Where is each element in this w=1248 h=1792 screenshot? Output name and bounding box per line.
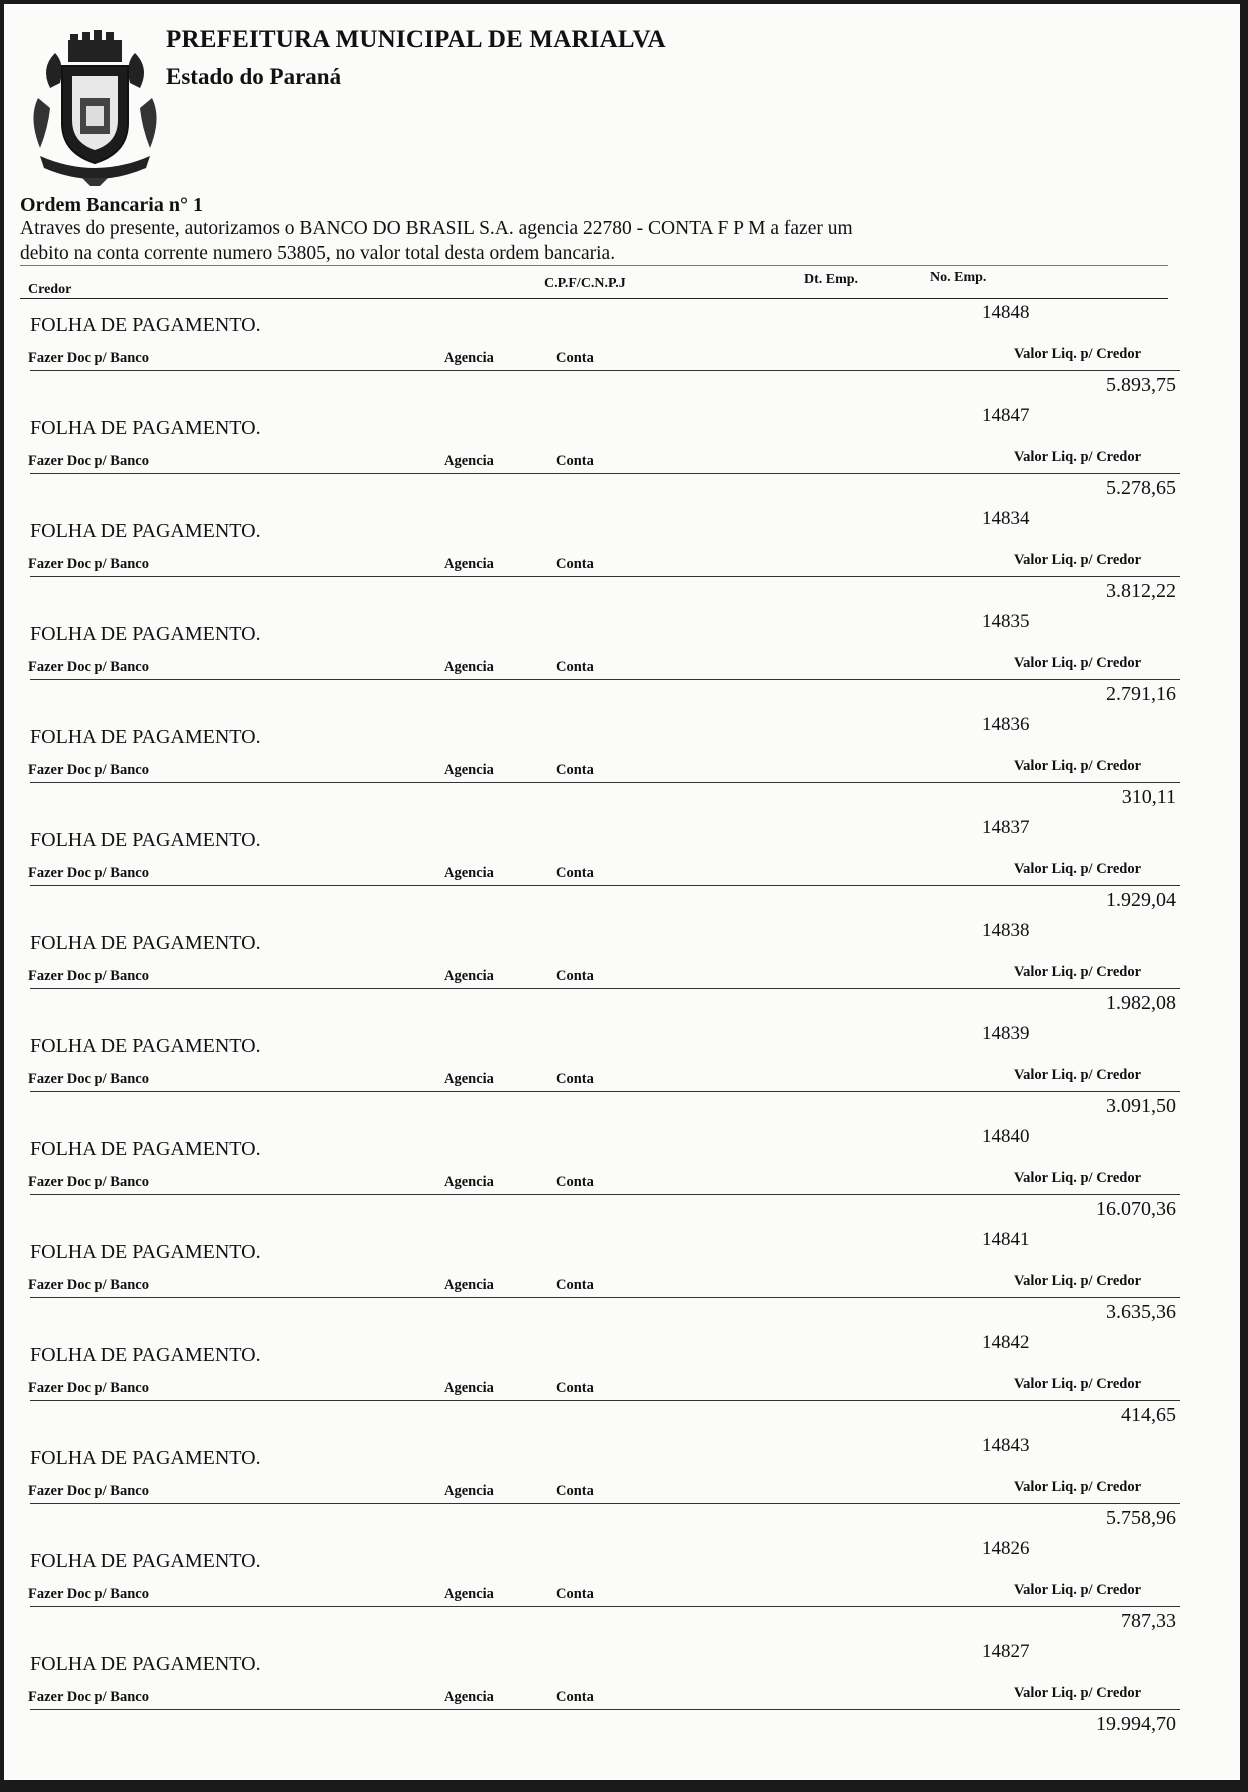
entry-emp-number: 14838 xyxy=(982,920,1030,941)
entry-valor: 787,33 xyxy=(1121,1610,1176,1632)
authorization-text xyxy=(20,216,1020,266)
entry-valor: 2.791,16 xyxy=(1106,683,1176,705)
entry-divider xyxy=(30,1194,1180,1195)
entry-label-valor: Valor Liq. p/ Credor xyxy=(1014,346,1142,362)
entry-label-conta: Conta xyxy=(556,1689,594,1705)
entry-divider xyxy=(30,576,1180,577)
entry-label-valor: Valor Liq. p/ Credor xyxy=(1014,1273,1142,1289)
entry-row xyxy=(20,508,1180,611)
column-header-cpf: C.P.F/C.N.P.J xyxy=(544,276,626,291)
entry-emp-number: 14836 xyxy=(982,714,1030,735)
entry-valor: 3.635,36 xyxy=(1106,1301,1176,1323)
entry-label-fazer-doc: Fazer Doc p/ Banco xyxy=(28,1071,149,1087)
entry-row xyxy=(20,405,1180,508)
entry-divider xyxy=(30,473,1180,474)
order-title: Ordem Bancaria n° 1 xyxy=(20,194,203,216)
entry-label-agencia: Agencia xyxy=(444,968,494,984)
entry-emp-number: 14842 xyxy=(982,1332,1030,1353)
municipality-title: PREFEITURA MUNICIPAL DE MARIALVA xyxy=(166,26,666,53)
entry-label-valor: Valor Liq. p/ Credor xyxy=(1014,552,1142,568)
entry-row xyxy=(20,1538,1180,1641)
state-subtitle: Estado do Paraná xyxy=(166,64,342,89)
entry-label-agencia: Agencia xyxy=(444,1483,494,1499)
entry-label-valor: Valor Liq. p/ Credor xyxy=(1014,964,1142,980)
authorization-line-2: debito na conta corrente numero 53805, no valor total desta ordem bancaria. xyxy=(20,243,616,264)
entry-label-fazer-doc: Fazer Doc p/ Banco xyxy=(28,1174,149,1190)
entry-label-conta: Conta xyxy=(556,1380,594,1396)
entry-label-fazer-doc: Fazer Doc p/ Banco xyxy=(28,350,149,366)
entry-credor: FOLHA DE PAGAMENTO. xyxy=(30,829,261,851)
header-divider xyxy=(20,298,1168,299)
entry-label-fazer-doc: Fazer Doc p/ Banco xyxy=(28,1380,149,1396)
entry-label-agencia: Agencia xyxy=(444,762,494,778)
entry-divider xyxy=(30,885,1180,886)
header-divider-top xyxy=(20,265,1168,266)
entry-emp-number: 14843 xyxy=(982,1435,1030,1456)
entry-label-agencia: Agencia xyxy=(444,1380,494,1396)
entry-label-valor: Valor Liq. p/ Credor xyxy=(1014,1479,1142,1495)
entry-valor: 16.070,36 xyxy=(1096,1198,1176,1220)
entry-credor: FOLHA DE PAGAMENTO. xyxy=(30,314,261,336)
entry-emp-number: 14847 xyxy=(982,405,1030,426)
entry-valor: 414,65 xyxy=(1121,1404,1176,1426)
entry-row xyxy=(20,1229,1180,1332)
entry-emp-number: 14835 xyxy=(982,611,1030,632)
column-header-credor: Credor xyxy=(28,282,72,297)
entry-label-fazer-doc: Fazer Doc p/ Banco xyxy=(28,659,149,675)
entry-label-agencia: Agencia xyxy=(444,1174,494,1190)
entry-emp-number: 14827 xyxy=(982,1641,1030,1662)
entry-credor: FOLHA DE PAGAMENTO. xyxy=(30,1447,261,1469)
entry-label-valor: Valor Liq. p/ Credor xyxy=(1014,1582,1142,1598)
entry-divider xyxy=(30,782,1180,783)
entry-credor: FOLHA DE PAGAMENTO. xyxy=(30,1035,261,1057)
entry-emp-number: 14841 xyxy=(982,1229,1030,1250)
entry-valor: 310,11 xyxy=(1121,786,1176,808)
entry-emp-number: 14834 xyxy=(982,508,1030,529)
entry-label-conta: Conta xyxy=(556,453,594,469)
column-header-dt-emp: Dt. Emp. xyxy=(804,272,859,287)
entry-row xyxy=(20,1126,1180,1229)
entry-label-fazer-doc: Fazer Doc p/ Banco xyxy=(28,762,149,778)
entry-credor: FOLHA DE PAGAMENTO. xyxy=(30,1653,261,1675)
entry-emp-number: 14839 xyxy=(982,1023,1030,1044)
entry-label-conta: Conta xyxy=(556,865,594,881)
entry-row xyxy=(20,817,1180,920)
entry-label-valor: Valor Liq. p/ Credor xyxy=(1014,861,1142,877)
entry-label-fazer-doc: Fazer Doc p/ Banco xyxy=(28,968,149,984)
entry-credor: FOLHA DE PAGAMENTO. xyxy=(30,932,261,954)
entry-label-conta: Conta xyxy=(556,659,594,675)
entry-label-conta: Conta xyxy=(556,1071,594,1087)
entry-label-agencia: Agencia xyxy=(444,1689,494,1705)
entry-label-conta: Conta xyxy=(556,968,594,984)
entry-credor: FOLHA DE PAGAMENTO. xyxy=(30,1344,261,1366)
entry-valor: 19.994,70 xyxy=(1096,1713,1176,1735)
entry-label-valor: Valor Liq. p/ Credor xyxy=(1014,449,1142,465)
entry-label-valor: Valor Liq. p/ Credor xyxy=(1014,655,1142,671)
entry-label-agencia: Agencia xyxy=(444,1277,494,1293)
entry-label-conta: Conta xyxy=(556,1174,594,1190)
entry-row xyxy=(20,920,1180,1023)
entry-divider xyxy=(30,1503,1180,1504)
entry-divider xyxy=(30,370,1180,371)
entry-label-fazer-doc: Fazer Doc p/ Banco xyxy=(28,1586,149,1602)
entry-credor: FOLHA DE PAGAMENTO. xyxy=(30,726,261,748)
entry-label-conta: Conta xyxy=(556,762,594,778)
entry-label-agencia: Agencia xyxy=(444,1586,494,1602)
entry-label-conta: Conta xyxy=(556,556,594,572)
entry-valor: 3.812,22 xyxy=(1106,580,1176,602)
entry-divider xyxy=(30,1709,1180,1710)
entry-label-agencia: Agencia xyxy=(444,1071,494,1087)
entry-label-agencia: Agencia xyxy=(444,453,494,469)
entry-label-conta: Conta xyxy=(556,350,594,366)
entry-divider xyxy=(30,1606,1180,1607)
entry-valor: 5.893,75 xyxy=(1106,374,1176,396)
entry-divider xyxy=(30,988,1180,989)
authorization-line-1: Atraves do presente, autorizamos o BANCO DO BRASIL S.A. agencia 22780 - CONTA F P M a fazer um xyxy=(20,218,853,239)
entry-label-agencia: Agencia xyxy=(444,350,494,366)
entry-row xyxy=(20,611,1180,714)
entry-credor: FOLHA DE PAGAMENTO. xyxy=(30,623,261,645)
entry-label-fazer-doc: Fazer Doc p/ Banco xyxy=(28,1277,149,1293)
document-page xyxy=(4,4,1240,1780)
entry-label-valor: Valor Liq. p/ Credor xyxy=(1014,1067,1142,1083)
entry-credor: FOLHA DE PAGAMENTO. xyxy=(30,520,261,542)
entry-label-agencia: Agencia xyxy=(444,556,494,572)
entry-row xyxy=(20,1435,1180,1538)
entry-label-conta: Conta xyxy=(556,1586,594,1602)
entry-label-valor: Valor Liq. p/ Credor xyxy=(1014,758,1142,774)
entry-divider xyxy=(30,1400,1180,1401)
entry-row xyxy=(20,302,1180,405)
entry-label-fazer-doc: Fazer Doc p/ Banco xyxy=(28,453,149,469)
entry-label-valor: Valor Liq. p/ Credor xyxy=(1014,1170,1142,1186)
entry-valor: 1.929,04 xyxy=(1106,889,1176,911)
entry-credor: FOLHA DE PAGAMENTO. xyxy=(30,1138,261,1160)
entry-label-agencia: Agencia xyxy=(444,659,494,675)
entry-valor: 3.091,50 xyxy=(1106,1095,1176,1117)
entry-credor: FOLHA DE PAGAMENTO. xyxy=(30,1241,261,1263)
entry-emp-number: 14848 xyxy=(982,302,1030,323)
entry-label-fazer-doc: Fazer Doc p/ Banco xyxy=(28,1689,149,1705)
entry-label-fazer-doc: Fazer Doc p/ Banco xyxy=(28,865,149,881)
entry-credor: FOLHA DE PAGAMENTO. xyxy=(30,1550,261,1572)
entry-divider xyxy=(30,1091,1180,1092)
entry-credor: FOLHA DE PAGAMENTO. xyxy=(30,417,261,439)
entry-label-valor: Valor Liq. p/ Credor xyxy=(1014,1376,1142,1392)
entry-valor: 5.758,96 xyxy=(1106,1507,1176,1529)
entry-label-fazer-doc: Fazer Doc p/ Banco xyxy=(28,556,149,572)
entry-row xyxy=(20,1332,1180,1435)
entry-label-agencia: Agencia xyxy=(444,865,494,881)
entry-row xyxy=(20,1641,1180,1744)
entry-label-conta: Conta xyxy=(556,1483,594,1499)
municipal-coat-of-arms-icon xyxy=(20,28,170,188)
entry-divider xyxy=(30,1297,1180,1298)
entry-emp-number: 14837 xyxy=(982,817,1030,838)
entry-emp-number: 14826 xyxy=(982,1538,1030,1559)
entry-label-conta: Conta xyxy=(556,1277,594,1293)
entry-valor: 1.982,08 xyxy=(1106,992,1176,1014)
entry-row xyxy=(20,1023,1180,1126)
entry-label-valor: Valor Liq. p/ Credor xyxy=(1014,1685,1142,1701)
entry-emp-number: 14840 xyxy=(982,1126,1030,1147)
entry-row xyxy=(20,714,1180,817)
entry-label-fazer-doc: Fazer Doc p/ Banco xyxy=(28,1483,149,1499)
entry-valor: 5.278,65 xyxy=(1106,477,1176,499)
column-header-no-emp: No. Emp. xyxy=(930,270,987,285)
entry-divider xyxy=(30,679,1180,680)
